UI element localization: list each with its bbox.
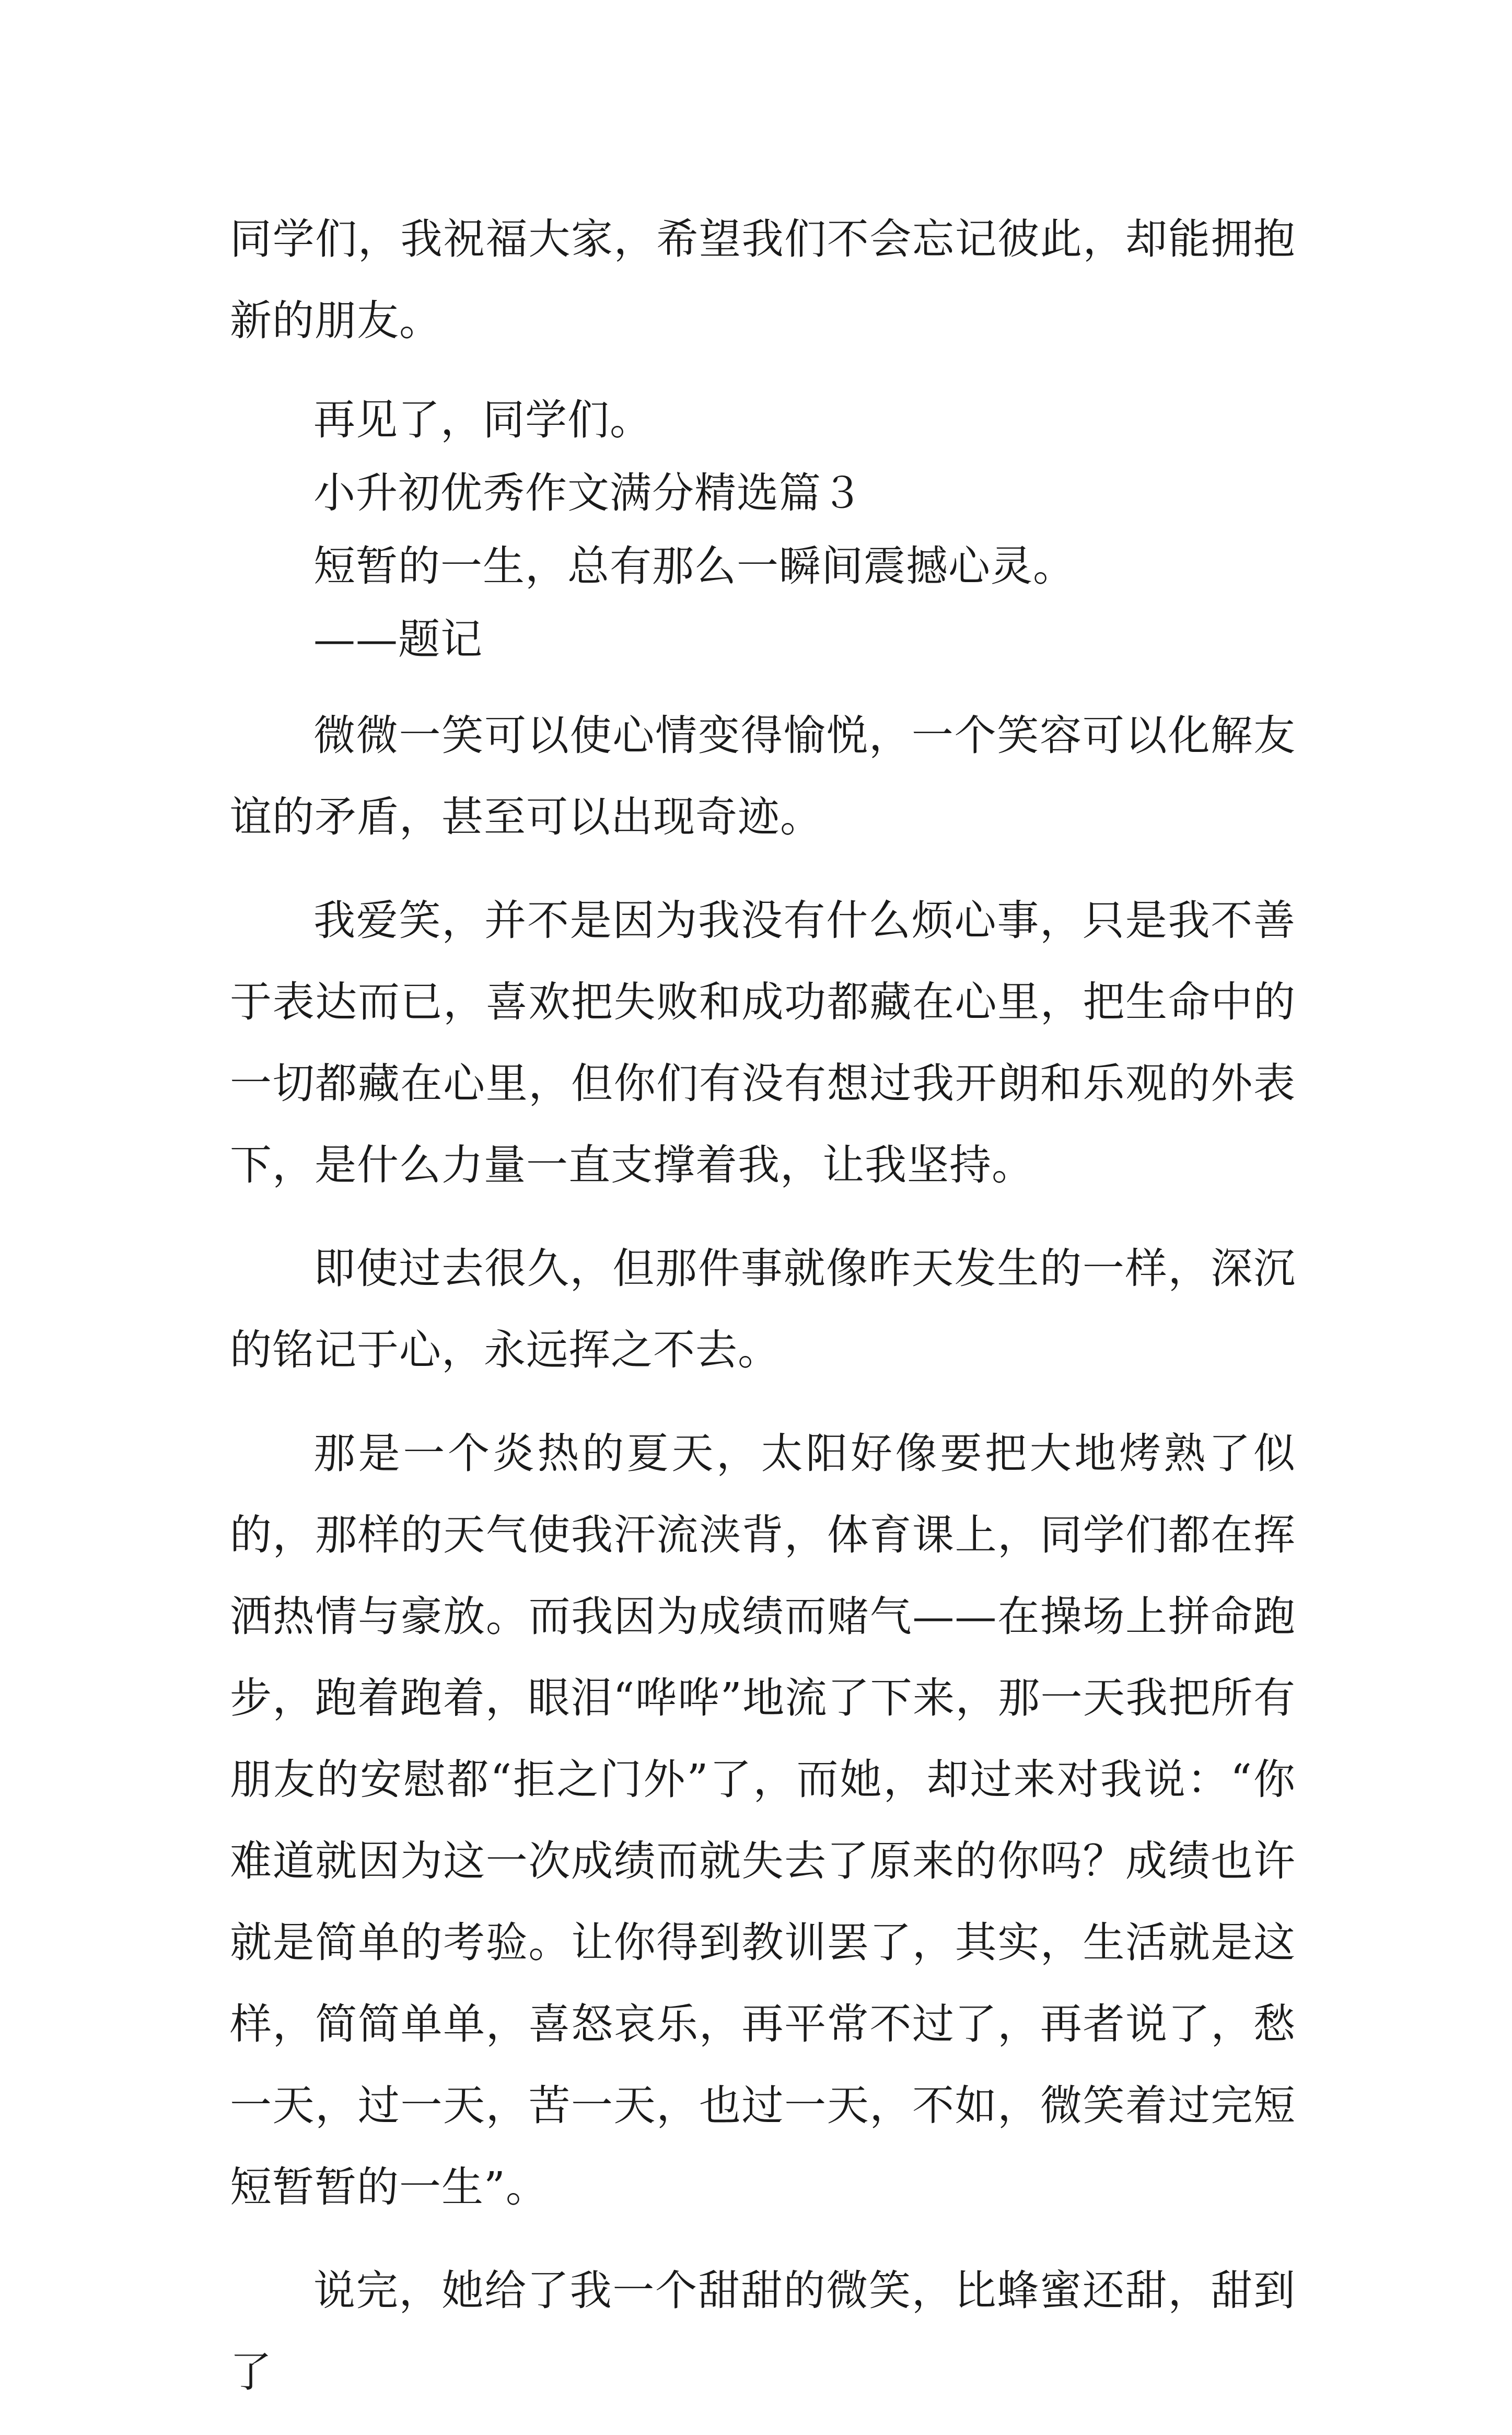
paragraph-summer-story: 那是一个炎热的夏天，太阳好像要把大地烤熟了似的，那样的天气使我汗流浃背，体育课上，同学们都在挥洒热情与豪放。而我因为成绩而赌气——在操场上拼命跑步，跑着跑着，眼泪“哗哗”地流了下来，那一天我把所有朋友的安慰都“拒之门外”了，而她，却过来对我说：“你难道就因为这一次成绩而就失去了原来的你吗？成绩也许就是简单的考验。让你得到教训罢了，其实，生活就是这样，简简单单，喜怒哀乐，再平常不过了，再者说了，愁一天，过一天，苦一天，也过一天，不如，微笑着过完短短暂暂的一生”。 xyxy=(230,1429,1296,2211)
epigraph-attribution: ——题记 xyxy=(313,615,483,664)
paragraph-farewell: 再见了，同学们。 xyxy=(313,396,652,444)
paragraph-closing-wish: 同学们，我祝福大家，希望我们不会忘记彼此，却能拥抱新的朋友。 xyxy=(230,215,1296,345)
paragraph-memory: 即使过去很久，但那件事就像昨天发生的一样，深沉的铭记于心，永远挥之不去。 xyxy=(230,1244,1296,1374)
paragraph-her-smile: 说完，她给了我一个甜甜的微笑，比蜂蜜还甜，甜到了 xyxy=(230,2266,1296,2396)
essay-title: 小升初优秀作文满分精选篇３ xyxy=(313,469,864,517)
epigraph: 短暂的一生，总有那么一瞬间震撼心灵。 xyxy=(313,542,1075,590)
paragraph-smile: 微微一笑可以使心情变得愉悦，一个笑容可以化解友谊的矛盾，甚至可以出现奇迹。 xyxy=(230,711,1296,841)
paragraph-love-smile: 我爱笑，并不是因为我没有什么烦心事，只是我不善于表达而已，喜欢把失败和成功都藏在心里，把生命中的一切都藏在心里，但你们有没有想过我开朗和乐观的外表下，是什么力量一直支撑着我，让我坚持。 xyxy=(230,896,1296,1189)
document-page xyxy=(230,199,1296,2435)
